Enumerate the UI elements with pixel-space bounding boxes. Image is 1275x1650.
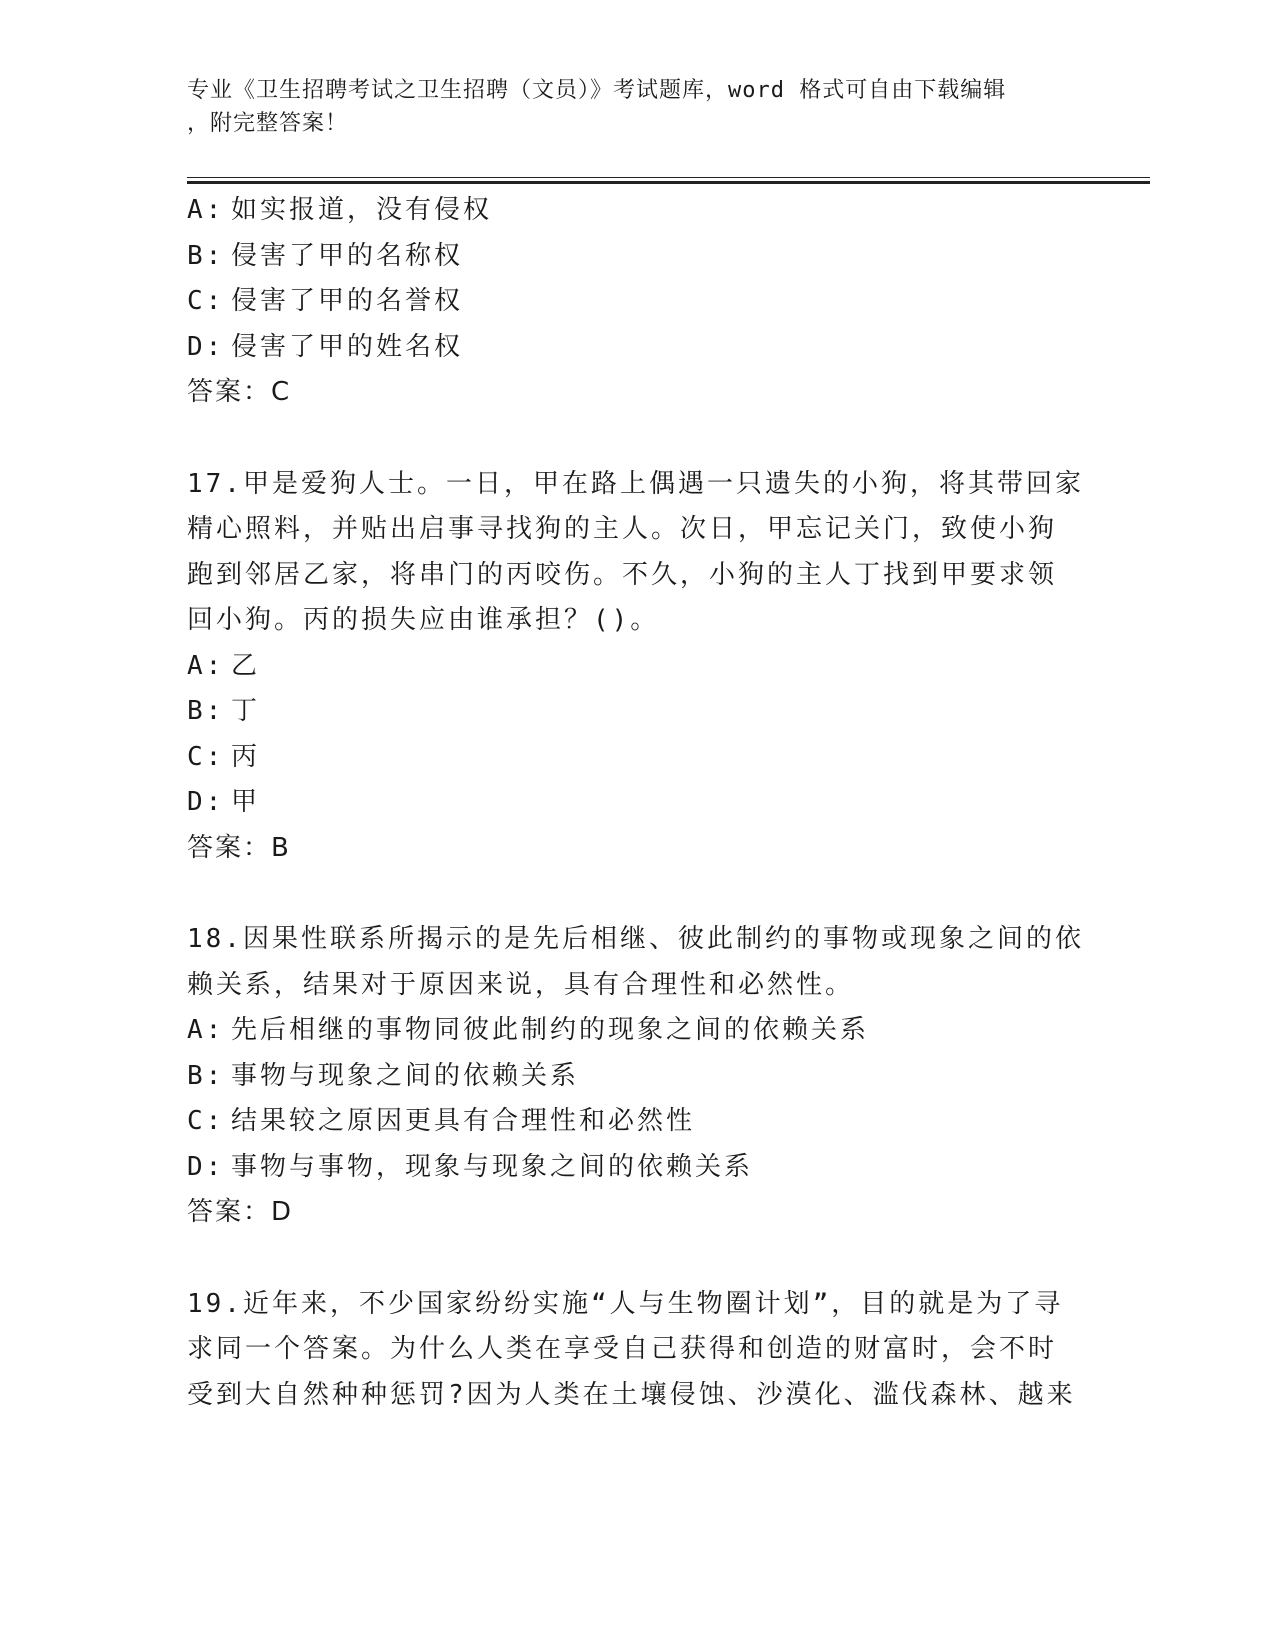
option-d — [187, 780, 1087, 826]
question-18 — [187, 917, 1087, 1236]
answer-line: 答案：D — [187, 1197, 294, 1227]
question-stem-line: 17.甲是爱狗人士。一日，甲在路上偶遇一只遗失的小狗，将其带回家 — [187, 468, 1084, 499]
question-17 — [187, 462, 1087, 872]
option-c — [187, 279, 1087, 325]
question-stem-line: 18.因果性联系所揭示的是先后相继、彼此制约的事物或现象之间的依 — [187, 924, 1084, 954]
option-b — [187, 1054, 1087, 1100]
answer-line: 答案：C — [187, 377, 292, 407]
option-key: A: — [187, 1015, 225, 1045]
option-text: 甲 — [231, 787, 261, 817]
header-divider-thin — [187, 177, 1150, 178]
option-text: 侵害了甲的名誉权 — [231, 286, 464, 316]
option-d — [187, 1145, 1087, 1191]
option-text: 如实报道，没有侵权 — [231, 195, 493, 225]
option-a — [187, 188, 1087, 234]
document-header — [187, 74, 1087, 140]
question-stem-line: 回小狗。丙的损失应由谁承担？()。 — [187, 605, 660, 635]
question-stem-line: 19.近年来，不少国家纷纷实施“人与生物圈计划”，目的就是为了寻 — [187, 1288, 1064, 1319]
option-text: 事物与事物，现象与现象之间的依赖关系 — [231, 1151, 754, 1182]
header-line-2: ，附完整答案！ — [187, 111, 349, 136]
option-key: A: — [187, 650, 225, 681]
header-line-1: 专业《卫生招聘考试之卫生招聘（文员）》考试题库，word 格式可自由下载编辑 — [187, 78, 1007, 103]
option-key: D: — [187, 787, 225, 817]
option-key: A: — [187, 195, 225, 225]
option-text: 侵害了甲的名称权 — [231, 240, 464, 271]
option-a — [187, 1008, 1087, 1054]
option-b — [187, 234, 1087, 280]
question-16 — [187, 188, 1087, 416]
option-d — [187, 325, 1087, 371]
question-stem-line: 受到大自然种种惩罚?因为人类在土壤侵蚀、沙漠化、滥伐森林、越来 — [187, 1379, 1076, 1410]
option-key: D: — [187, 1151, 225, 1182]
question-content — [187, 188, 1087, 1418]
option-text: 先后相继的事物同彼此制约的现象之间的依赖关系 — [231, 1015, 870, 1045]
option-text: 乙 — [231, 650, 261, 681]
question-stem-line: 精心照料，并贴出启事寻找狗的主人。次日，甲忘记关门，致使小狗 — [187, 514, 1058, 544]
option-text: 丁 — [231, 696, 261, 726]
question-stem-line: 跑到邻居乙家，将串门的丙咬伤。不久，小狗的主人丁找到甲要求领 — [187, 559, 1058, 590]
option-a — [187, 644, 1087, 690]
question-stem-line: 求同一个答案。为什么人类在享受自己获得和创造的财富时，会不时 — [187, 1334, 1058, 1364]
option-c — [187, 735, 1087, 781]
option-key: C: — [187, 286, 225, 316]
option-key: C: — [187, 1106, 225, 1136]
option-text: 结果较之原因更具有合理性和必然性 — [231, 1106, 696, 1136]
option-b — [187, 689, 1087, 735]
answer-line: 答案：B — [187, 832, 291, 863]
header-divider-thick — [187, 181, 1150, 184]
option-text: 事物与现象之间的依赖关系 — [231, 1060, 580, 1091]
question-stem-line: 赖关系，结果对于原因来说，具有合理性和必然性。 — [187, 969, 855, 1000]
option-key: B: — [187, 240, 225, 271]
option-key: B: — [187, 1060, 225, 1091]
option-key: C: — [187, 741, 225, 772]
option-key: D: — [187, 331, 225, 362]
option-key: B: — [187, 696, 225, 726]
option-c — [187, 1099, 1087, 1145]
option-text: 侵害了甲的姓名权 — [231, 331, 464, 362]
question-19 — [187, 1282, 1087, 1419]
option-text: 丙 — [231, 741, 261, 772]
